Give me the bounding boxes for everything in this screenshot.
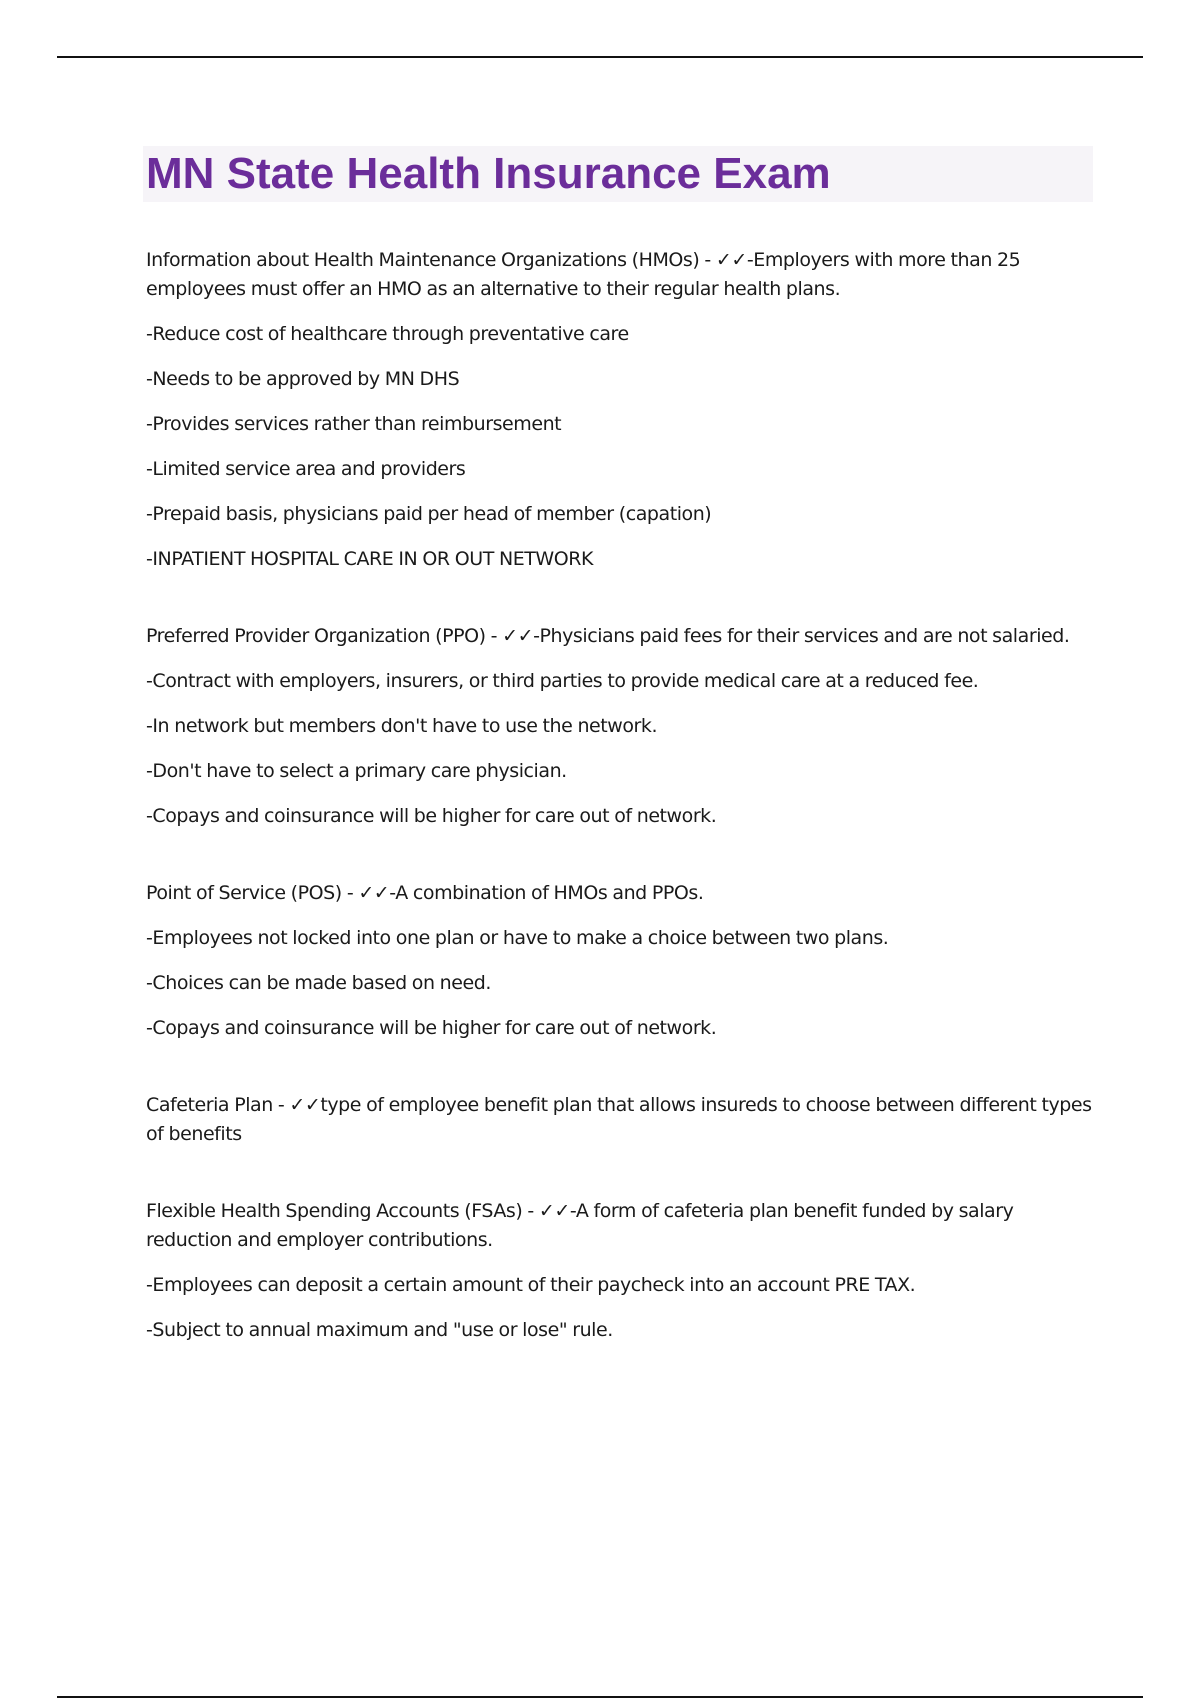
entry-cafeteria-plan: Cafeteria Plan - ✓✓type of employee benefit plan that allows insureds to choose between different types of benefits <box>146 1094 1092 1145</box>
list-item: -Copays and coinsurance will be higher for care out of network. <box>146 1017 717 1039</box>
list-item: -Contract with employers, insurers, or third parties to provide medical care at a reduced fee. <box>146 670 979 692</box>
entry-hmo: Information about Health Maintenance Organizations (HMOs) - ✓✓-Employers with more than 25 employees must offer an HMO as an alternative to their regular health plans. <box>146 249 1021 300</box>
list-item: -Reduce cost of healthcare through preventative care <box>146 323 629 345</box>
list-item: -Prepaid basis, physicians paid per head of member (capation) <box>146 503 712 525</box>
page-title: MN State Health Insurance Exam <box>146 149 831 198</box>
page-bottom-rule <box>57 1696 1143 1698</box>
definition: -A form of cafeteria plan benefit funded by salary reduction and employer contributions. <box>146 1200 1014 1251</box>
list-item: -Provides services rather than reimbursement <box>146 413 562 435</box>
term: Information about Health Maintenance Organizations (HMOs) <box>146 249 700 271</box>
list-item: -Copays and coinsurance will be higher for care out of network. <box>146 805 717 827</box>
entry-pos: Point of Service (POS) - ✓✓-A combination of HMOs and PPOs. <box>146 882 704 904</box>
list-item: -Choices can be made based on need. <box>146 972 491 994</box>
term: Preferred Provider Organization (PPO) <box>146 625 486 647</box>
entry-fsa: Flexible Health Spending Accounts (FSAs) - ✓✓-A form of cafeteria plan benefit funded by salary reduction and employer contributions. <box>146 1200 1014 1251</box>
check-marks: ✓✓ <box>289 1094 321 1116</box>
check-marks: ✓✓ <box>502 625 534 647</box>
list-item: -Subject to annual maximum and "use or lose" rule. <box>146 1319 613 1341</box>
section-pos <box>146 879 1101 1043</box>
definition: -Employers with more than 25 employees must offer an HMO as an alternative to their regular health plans. <box>146 249 1021 300</box>
list-item: -Needs to be approved by MN DHS <box>146 368 460 390</box>
list-item: -Don't have to select a primary care physician. <box>146 760 567 782</box>
definition: -A combination of HMOs and PPOs. <box>389 882 704 904</box>
section-hmo <box>146 246 1101 574</box>
list-item: -In network but members don't have to use the network. <box>146 715 658 737</box>
term: Point of Service (POS) <box>146 882 342 904</box>
definition: type of employee benefit plan that allows insureds to choose between different types of benefits <box>146 1094 1092 1145</box>
page-top-rule <box>57 56 1143 58</box>
document-body <box>146 246 1101 1361</box>
section-fsa <box>146 1197 1101 1345</box>
term: Flexible Health Spending Accounts (FSAs) <box>146 1200 523 1222</box>
check-marks: ✓✓ <box>715 249 747 271</box>
list-item: -Employees not locked into one plan or have to make a choice between two plans. <box>146 927 889 949</box>
check-marks: ✓✓ <box>358 882 390 904</box>
check-marks: ✓✓ <box>538 1200 570 1222</box>
entry-ppo: Preferred Provider Organization (PPO) - ✓✓-Physicians paid fees for their services and are not salaried. <box>146 625 1070 647</box>
list-item: -INPATIENT HOSPITAL CARE IN OR OUT NETWORK <box>146 548 594 570</box>
section-cafeteria-plan <box>146 1091 1101 1149</box>
list-item: -Limited service area and providers <box>146 458 466 480</box>
section-ppo <box>146 622 1101 831</box>
term: Cafeteria Plan <box>146 1094 273 1116</box>
list-item: -Employees can deposit a certain amount of their paycheck into an account PRE TAX. <box>146 1274 916 1296</box>
definition: -Physicians paid fees for their services and are not salaried. <box>533 625 1070 647</box>
